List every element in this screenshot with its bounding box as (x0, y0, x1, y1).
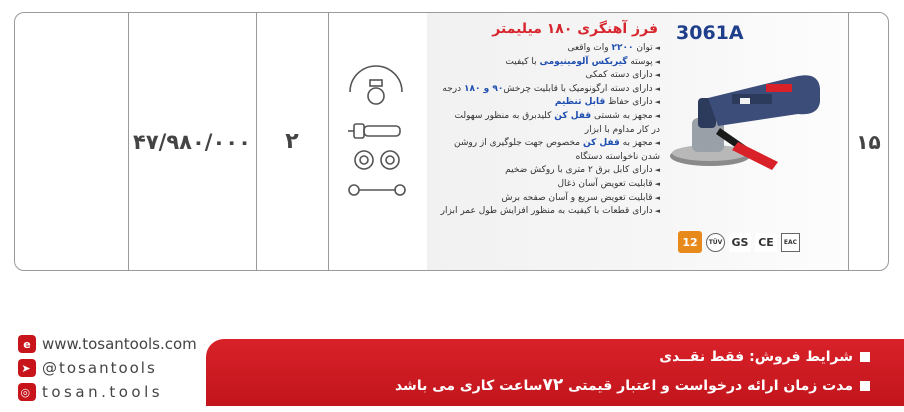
feature-item: ◄پوسته گیربکس آلومینیومی با کیفیت (505, 56, 660, 67)
ce-icon: CE (755, 233, 777, 252)
row-number-cell: ۱۵ (856, 129, 881, 154)
column-divider (328, 12, 329, 271)
flange-nut-icon (355, 151, 399, 169)
instagram-link[interactable]: ◎ tosan.tools (18, 383, 163, 401)
guard-icon (350, 66, 402, 104)
bullet-icon: ◄ (654, 98, 660, 107)
feature-item: ◄دارای دسته کمکی (585, 70, 660, 81)
feature-item: ◄مجهز به شستی قفل کن کلیدبرق به منظور سهولت (454, 110, 660, 121)
feature-item: ◄مجهز به قفل کن مخصوص جهت جلوگیری از روشن (453, 138, 660, 149)
bullet-icon: ◄ (654, 111, 660, 120)
feature-item: ◄دارای قطعات با کیفیت به منظور افزایش طول عمر ابزار (440, 206, 660, 217)
feature-item: ◄دارای حفاظ قابل تنظیم (554, 97, 660, 108)
feature-item: ◄دارای کابل برق ۲ متری با روکش ضخیم (505, 165, 660, 176)
feature-item: ◄قابلیت تعویض آسان ذغال (557, 178, 660, 189)
web-icon: e (18, 335, 36, 353)
sales-terms-line: شرایط فروش: فقط نقــدی (659, 349, 870, 365)
price-cell: ۴۷/۹۸۰/۰۰۰ (133, 129, 251, 154)
validity-line: مدت زمان ارائه درخواست و اعتبار قیمتی ۷۲ساعت کاری می باشد (395, 375, 870, 395)
eac-icon: EAC (781, 233, 800, 252)
bullet-icon: ◄ (654, 139, 660, 148)
certification-logos (678, 231, 800, 253)
feature-item: ◄توان ۲۲۰۰ وات واقعی (567, 43, 660, 53)
feature-item: در کار مداوم با ابزار (584, 124, 660, 135)
bullet-icon: ◄ (654, 207, 660, 216)
bullet-icon: ◄ (654, 179, 660, 188)
tuv-icon: TÜV (706, 233, 725, 252)
model-number: 3061A (676, 22, 744, 44)
bullet-icon: ◄ (654, 57, 660, 66)
feature-item: ◄قابلیت تعویض سریع و آسان صفحه برش (501, 192, 660, 203)
quantity-cell: ۲ (285, 129, 299, 154)
side-handle-icon (348, 124, 400, 138)
angle-grinder-image (668, 58, 828, 188)
feature-list (432, 42, 660, 219)
gs-icon: GS (729, 233, 751, 252)
bullet-icon: ◄ (654, 44, 660, 52)
wrench-icon (349, 185, 405, 195)
accessories-illustration (340, 62, 412, 212)
bullet-icon: ◄ (654, 193, 660, 202)
instagram-icon: ◎ (18, 383, 36, 401)
bullet-icon: ◄ (654, 84, 660, 93)
bullet-icon: ◄ (654, 71, 660, 80)
telegram-icon: ➤ (18, 359, 36, 377)
bullet-icon: ◄ (654, 166, 660, 175)
telegram-link[interactable]: ➤ @tosantools (18, 359, 157, 377)
feature-item: ◄دارای دسته ارگونومیک با قابلیت چرخش۹۰ و ۱۸۰ درجه (442, 83, 660, 94)
website-link[interactable]: e www.tosantools.com (18, 335, 197, 353)
product-title: فرز آهنگری ۱۸۰ میلیمتر (492, 21, 658, 37)
warranty-badge: 12 (678, 231, 702, 253)
feature-item: شدن ناخواسته دستگاه (575, 151, 660, 162)
